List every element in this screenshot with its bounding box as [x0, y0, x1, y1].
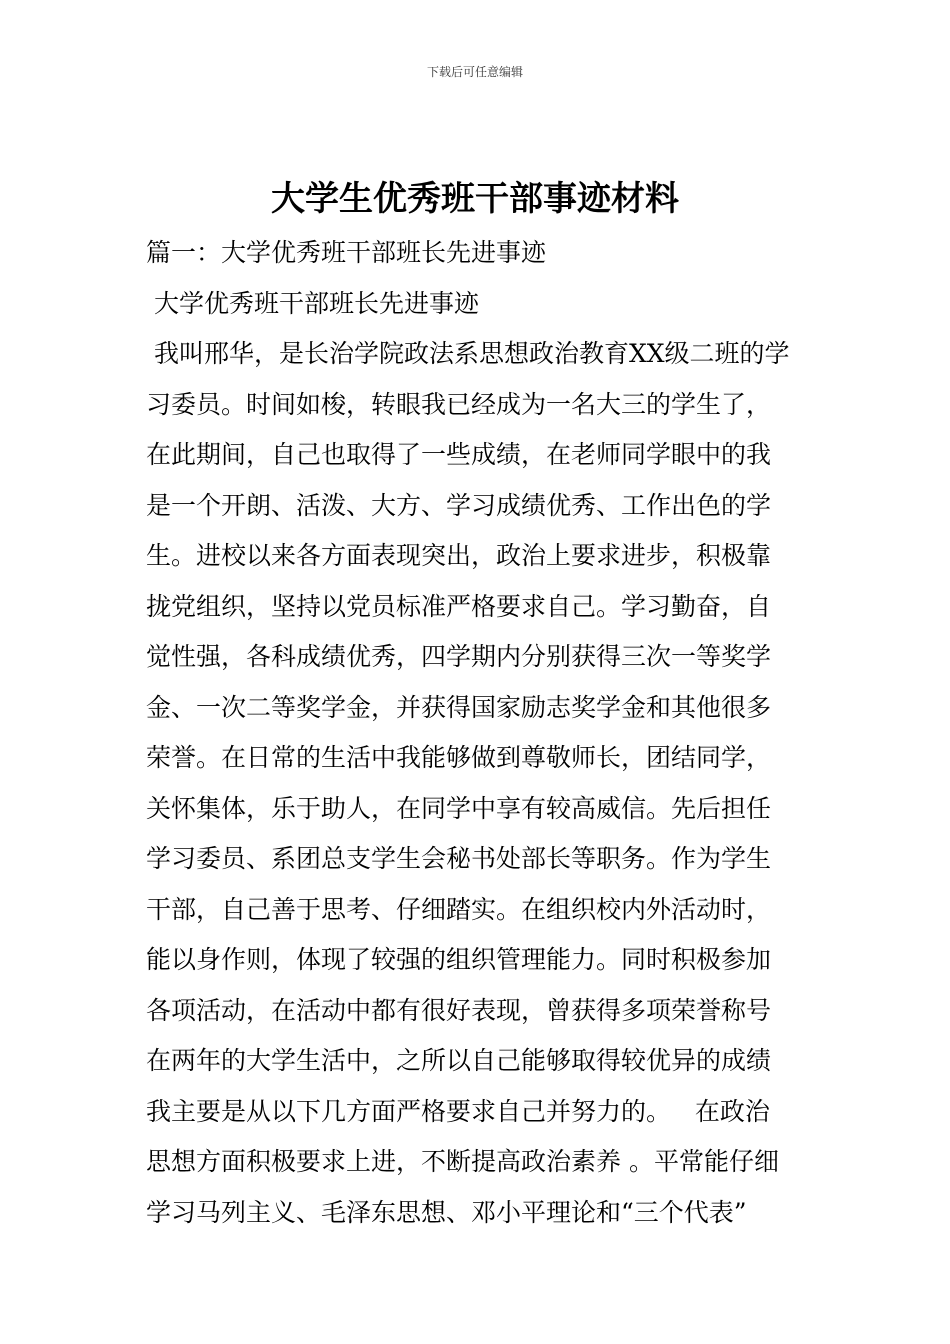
body-text-line: 关怀集体，乐于助人，在同学中享有较高威信。先后担任	[146, 793, 772, 823]
subsection-heading: 大学优秀班干部班长先进事迹	[146, 288, 479, 318]
document-title: 大学生优秀班干部事迹材料	[271, 179, 679, 219]
body-text-line: 学习委员、系团总支学生会秘书处部长等职务。作为学生	[146, 844, 772, 873]
body-text-line: 习委员。时间如梭，转眼我已经成为一名大三的学生了，	[146, 389, 772, 419]
body-text-line: 生。进校以来各方面表现突出，政治上要求进步，积极靠	[146, 541, 772, 570]
body-text-line: 金、一次二等奖学金，并获得国家励志奖学金和其他很多	[146, 692, 772, 722]
body-text-line: 在两年的大学生活中，之所以自己能够取得较优异的成绩	[146, 1046, 772, 1075]
body-text-line: 是一个开朗、活泼、大方、学习成绩优秀、工作出色的学	[146, 490, 772, 520]
body-text-line: 干部，自己善于思考、仔细踏实。在组织校内外活动时，	[146, 894, 772, 924]
body-text-line: 能以身作则，体现了较强的组织管理能力。同时积极参加	[146, 945, 772, 974]
section-heading: 篇一：大学优秀班干部班长先进事迹	[146, 238, 547, 267]
body-text-line: 在此期间，自己也取得了一些成绩，在老师同学眼中的我	[146, 440, 772, 469]
body-text-line: 拢党组织，坚持以党员标准严格要求自己。学习勤奋，自	[146, 591, 772, 621]
body-text-line: 我叫邢华，是长治学院政法系思想政治教育XX级二班的学	[146, 339, 790, 368]
document-body	[146, 228, 826, 1238]
body-text-line: 思想方面积极要求上进，不断提高政治素养 。平常能仔细	[146, 1147, 779, 1176]
body-text-line: 学习马列主义、毛泽东思想、邓小平理论和“三个代表”	[146, 1197, 747, 1227]
body-text-line: 觉性强，各科成绩优秀，四学期内分别获得三次一等奖学	[146, 642, 772, 671]
body-text-line: 荣誉。在日常的生活中我能够做到尊敬师长，团结同学，	[146, 743, 772, 772]
body-text-line: 我主要是从以下几方面严格要求自己并努力的。 在政治	[146, 1096, 770, 1126]
body-text-line: 各项活动，在活动中都有很好表现，曾获得多项荣誉称号	[146, 995, 772, 1025]
page-header-note: 下载后可任意编辑	[426, 65, 523, 79]
